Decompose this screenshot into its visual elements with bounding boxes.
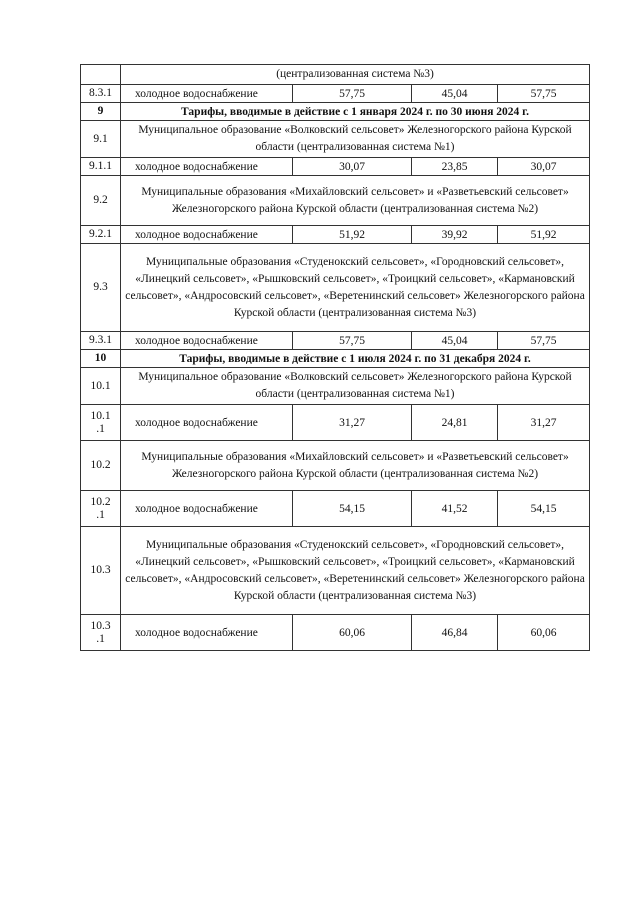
row-number: 10.1 — [81, 368, 121, 405]
description-row — [81, 441, 590, 491]
tariff-row — [81, 85, 590, 103]
service-label: холодное водоснабжение — [121, 158, 293, 176]
tariff-table-body — [81, 65, 590, 651]
tariff-value-2: 41,52 — [412, 491, 498, 527]
service-label: холодное водоснабжение — [121, 615, 293, 651]
service-label: холодное водоснабжение — [121, 491, 293, 527]
tariff-value-1: 51,92 — [293, 226, 412, 244]
description-row — [81, 368, 590, 405]
description-row — [81, 65, 590, 85]
tariff-value-2: 46,84 — [412, 615, 498, 651]
tariff-row — [81, 615, 590, 651]
service-label: холодное водоснабжение — [121, 332, 293, 350]
description-row — [81, 527, 590, 615]
row-number: 10.2 — [81, 441, 121, 491]
tariff-value-3: 31,27 — [498, 405, 590, 441]
row-number — [81, 65, 121, 85]
tariff-value-2: 45,04 — [412, 85, 498, 103]
row-number: 9.2 — [81, 176, 121, 226]
tariff-row — [81, 332, 590, 350]
municipality-description: Муниципальные образования «Студенокский сельсовет», «Городновский сельсовет», «Линецкий сельсовет», «Рышковский сельсовет», «Троицкий сельсовет», «Кармановский сельсовет», «Андросовский сельсовет», «Веретенинский сельсовет» Железногорского района Курской области (централизованная система №3) — [121, 244, 590, 332]
tariff-value-2: 45,04 — [412, 332, 498, 350]
section-title: Тарифы, вводимые в действие с 1 июля 2024 г. по 31 декабря 2024 г. — [121, 350, 590, 368]
row-number: 9.3.1 — [81, 332, 121, 350]
section-title: Тарифы, вводимые в действие с 1 января 2024 г. по 30 июня 2024 г. — [121, 103, 590, 121]
tariff-row — [81, 405, 590, 441]
row-number: 9.3 — [81, 244, 121, 332]
row-number: 10.2 .1 — [81, 491, 121, 527]
municipality-description: (централизованная система №3) — [121, 65, 590, 85]
tariff-value-1: 57,75 — [293, 332, 412, 350]
municipality-description: Муниципальное образование «Волковский сельсовет» Железногорского района Курской области (централизованная система №1) — [121, 368, 590, 405]
tariff-value-1: 57,75 — [293, 85, 412, 103]
tariff-row — [81, 491, 590, 527]
row-number: 10.1 .1 — [81, 405, 121, 441]
tariff-value-1: 31,27 — [293, 405, 412, 441]
service-label: холодное водоснабжение — [121, 405, 293, 441]
municipality-description: Муниципальные образования «Студенокский сельсовет», «Городновский сельсовет», «Линецкий сельсовет», «Рышковский сельсовет», «Троицкий сельсовет», «Кармановский сельсовет», «Андросовский сельсовет», «Веретенинский сельсовет» Железногорского района Курской области (централизованная система №3) — [121, 527, 590, 615]
row-number: 9 — [81, 103, 121, 121]
row-number: 9.1.1 — [81, 158, 121, 176]
municipality-description: Муниципальное образование «Волковский сельсовет» Железногорского района Курской области (централизованная система №1) — [121, 121, 590, 158]
tariff-value-3: 51,92 — [498, 226, 590, 244]
section-row — [81, 350, 590, 368]
tariff-value-1: 30,07 — [293, 158, 412, 176]
section-row — [81, 103, 590, 121]
row-number: 9.1 — [81, 121, 121, 158]
tariff-value-3: 57,75 — [498, 332, 590, 350]
tariff-value-2: 39,92 — [412, 226, 498, 244]
municipality-description: Муниципальные образования «Михайловский сельсовет» и «Разветьевский сельсовет» Железногорского района Курской области (централизованная система №2) — [121, 441, 590, 491]
tariff-table — [80, 64, 590, 651]
service-label: холодное водоснабжение — [121, 226, 293, 244]
tariff-value-2: 24,81 — [412, 405, 498, 441]
tariff-value-3: 57,75 — [498, 85, 590, 103]
tariff-value-3: 60,06 — [498, 615, 590, 651]
tariff-value-1: 54,15 — [293, 491, 412, 527]
description-row — [81, 121, 590, 158]
row-number: 9.2.1 — [81, 226, 121, 244]
tariff-row — [81, 226, 590, 244]
service-label: холодное водоснабжение — [121, 85, 293, 103]
description-row — [81, 244, 590, 332]
row-number: 10.3 .1 — [81, 615, 121, 651]
tariff-value-2: 23,85 — [412, 158, 498, 176]
row-number: 10.3 — [81, 527, 121, 615]
municipality-description: Муниципальные образования «Михайловский сельсовет» и «Разветьевский сельсовет» Железногорского района Курской области (централизованная система №2) — [121, 176, 590, 226]
description-row — [81, 176, 590, 226]
tariff-row — [81, 158, 590, 176]
tariff-value-1: 60,06 — [293, 615, 412, 651]
tariff-value-3: 54,15 — [498, 491, 590, 527]
row-number: 8.3.1 — [81, 85, 121, 103]
tariff-value-3: 30,07 — [498, 158, 590, 176]
row-number: 10 — [81, 350, 121, 368]
